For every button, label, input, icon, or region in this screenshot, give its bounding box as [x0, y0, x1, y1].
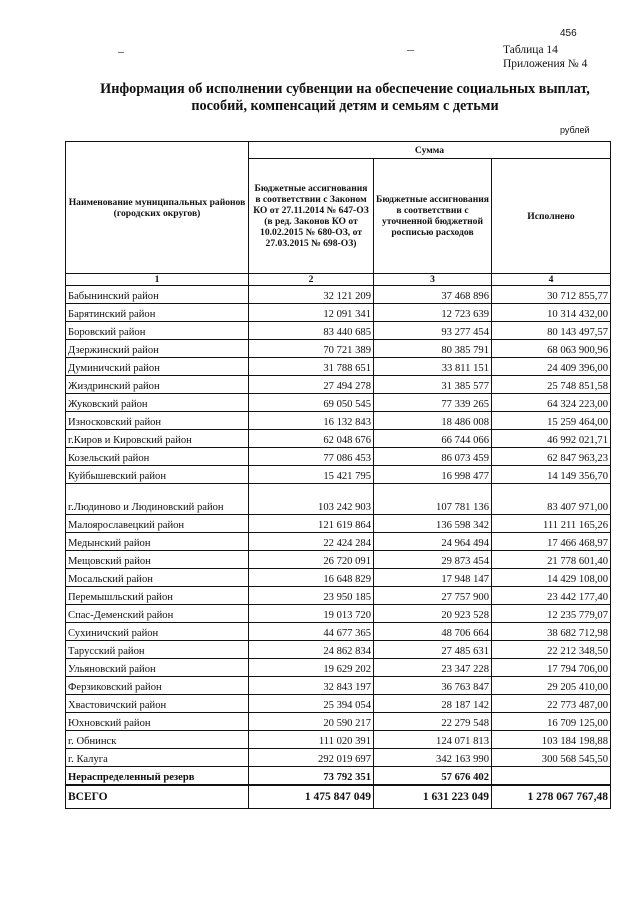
executed-amount: 15 259 464,00: [492, 412, 611, 430]
executed-amount: 62 847 963,23: [492, 448, 611, 466]
approved-amount: 292 019 697: [249, 749, 374, 767]
column-header-approved: Бюджетные ассигнования в соответствии с Законом КО от 27.11.2014 № 647-ОЗ (в ред. Законов КО от 10.02.2015 № 680-ОЗ, от 27.03.2015 № 698-ОЗ): [249, 159, 374, 274]
district-name: г.Киров и Кировский район: [66, 430, 249, 448]
approved-amount: 32 121 209: [249, 286, 374, 304]
document-title: [60, 81, 630, 115]
table-row: [66, 677, 611, 695]
approved-amount: 24 862 834: [249, 641, 374, 659]
executed-amount: 22 773 487,00: [492, 695, 611, 713]
table-row: [66, 713, 611, 731]
table-body: [66, 274, 611, 809]
table-row: [66, 569, 611, 587]
executed-amount: 300 568 545,50: [492, 749, 611, 767]
table-row: [66, 430, 611, 448]
executed-amount: 14 149 356,70: [492, 466, 611, 484]
refined-amount: 23 347 228: [374, 659, 492, 677]
district-name: Спас-Деменский район: [66, 605, 249, 623]
executed-amount: 16 709 125,00: [492, 713, 611, 731]
district-name: Нераспределенный резерв: [66, 767, 249, 786]
approved-amount: 16 648 829: [249, 569, 374, 587]
table-row: [66, 322, 611, 340]
table-row: [66, 695, 611, 713]
refined-amount: 86 073 459: [374, 448, 492, 466]
district-name: Ферзиковский район: [66, 677, 249, 695]
column-number-row: [66, 274, 611, 286]
refined-amount: 342 163 990: [374, 749, 492, 767]
table-row: [66, 394, 611, 412]
refined-amount: 12 723 639: [374, 304, 492, 322]
district-name: Козельский район: [66, 448, 249, 466]
scan-mark-left: [118, 52, 124, 53]
approved-amount: 83 440 685: [249, 322, 374, 340]
executed-amount: 10 314 432,00: [492, 304, 611, 322]
table-row: [66, 340, 611, 358]
column-header-refined: Бюджетные ассигнования в соответствии с уточненной бюджетной росписью расходов: [374, 159, 492, 274]
approved-amount: 31 788 651: [249, 358, 374, 376]
table-row: [66, 533, 611, 551]
executed-amount: 80 143 497,57: [492, 322, 611, 340]
table-label: Таблица 14: [503, 44, 558, 56]
refined-amount: 29 873 454: [374, 551, 492, 569]
table-row: [66, 358, 611, 376]
district-name: Тарусский район: [66, 641, 249, 659]
refined-amount: 93 277 454: [374, 322, 492, 340]
title-line-2: пособий, компенсаций детям и семьям с детьми: [191, 98, 499, 114]
refined-amount: 33 811 151: [374, 358, 492, 376]
table-row: [66, 587, 611, 605]
table-row: [66, 605, 611, 623]
column-number: 2: [249, 274, 374, 286]
refined-amount: 18 486 008: [374, 412, 492, 430]
refined-amount: 36 763 847: [374, 677, 492, 695]
column-number: 4: [492, 274, 611, 286]
executed-amount: 46 992 021,71: [492, 430, 611, 448]
table-row: [66, 484, 611, 515]
table-row: [66, 466, 611, 484]
subvention-table: [65, 141, 611, 809]
approved-amount: 1 475 847 049: [249, 785, 374, 809]
district-name: г. Калуга: [66, 749, 249, 767]
table-row: [66, 623, 611, 641]
approved-amount: 73 792 351: [249, 767, 374, 786]
approved-amount: 22 424 284: [249, 533, 374, 551]
refined-amount: 16 998 477: [374, 466, 492, 484]
table-row: [66, 304, 611, 322]
scan-mark-right: [407, 50, 414, 51]
executed-amount: 83 407 971,00: [492, 484, 611, 515]
executed-amount: 17 794 706,00: [492, 659, 611, 677]
refined-amount: 1 631 223 049: [374, 785, 492, 809]
approved-amount: 111 020 391: [249, 731, 374, 749]
executed-amount: [492, 767, 611, 786]
refined-amount: 124 071 813: [374, 731, 492, 749]
executed-amount: 30 712 855,77: [492, 286, 611, 304]
total-row: [66, 785, 611, 809]
refined-amount: 24 964 494: [374, 533, 492, 551]
approved-amount: 19 629 202: [249, 659, 374, 677]
refined-amount: 48 706 664: [374, 623, 492, 641]
district-name: Ульяновский район: [66, 659, 249, 677]
executed-amount: 68 063 900,96: [492, 340, 611, 358]
approved-amount: 70 721 389: [249, 340, 374, 358]
executed-amount: 38 682 712,98: [492, 623, 611, 641]
approved-amount: 103 242 903: [249, 484, 374, 515]
reserve-row: [66, 767, 611, 786]
refined-amount: 136 598 342: [374, 515, 492, 533]
district-name: Жиздринский район: [66, 376, 249, 394]
refined-amount: 22 279 548: [374, 713, 492, 731]
appendix-label: Приложения № 4: [503, 58, 588, 70]
approved-amount: 44 677 365: [249, 623, 374, 641]
executed-amount: 23 442 177,40: [492, 587, 611, 605]
refined-amount: 77 339 265: [374, 394, 492, 412]
approved-amount: 62 048 676: [249, 430, 374, 448]
approved-amount: 16 132 843: [249, 412, 374, 430]
refined-amount: 20 923 528: [374, 605, 492, 623]
district-name: Барятинский район: [66, 304, 249, 322]
executed-amount: 17 466 468,97: [492, 533, 611, 551]
column-header-sum: Сумма: [249, 142, 611, 159]
approved-amount: 19 013 720: [249, 605, 374, 623]
approved-amount: 23 950 185: [249, 587, 374, 605]
table-row: [66, 448, 611, 466]
district-name: Куйбышевский район: [66, 466, 249, 484]
district-name: Медынский район: [66, 533, 249, 551]
district-name: Думиничский район: [66, 358, 249, 376]
approved-amount: 20 590 217: [249, 713, 374, 731]
executed-amount: 12 235 779,07: [492, 605, 611, 623]
district-name: г.Людиново и Людиновский район: [66, 484, 249, 515]
table-row: [66, 515, 611, 533]
refined-amount: 17 948 147: [374, 569, 492, 587]
column-header-executed: Исполнено: [492, 159, 611, 274]
column-header-district: Наименование муниципальных районов (городских округов): [66, 142, 249, 274]
approved-amount: 121 619 864: [249, 515, 374, 533]
units-label: рублей: [560, 125, 590, 135]
executed-amount: 14 429 108,00: [492, 569, 611, 587]
table-row: [66, 731, 611, 749]
refined-amount: 66 744 066: [374, 430, 492, 448]
table-row: [66, 659, 611, 677]
approved-amount: 32 843 197: [249, 677, 374, 695]
table-row: [66, 551, 611, 569]
district-name: Перемышльский район: [66, 587, 249, 605]
table-row: [66, 641, 611, 659]
district-name: Бабынинский район: [66, 286, 249, 304]
executed-amount: 22 212 348,50: [492, 641, 611, 659]
approved-amount: 12 091 341: [249, 304, 374, 322]
district-name: Боровский район: [66, 322, 249, 340]
district-name: ВСЕГО: [66, 785, 249, 809]
refined-amount: 31 385 577: [374, 376, 492, 394]
refined-amount: 107 781 136: [374, 484, 492, 515]
executed-amount: 103 184 198,88: [492, 731, 611, 749]
district-name: Износковский район: [66, 412, 249, 430]
refined-amount: 28 187 142: [374, 695, 492, 713]
district-name: Мосальский район: [66, 569, 249, 587]
district-name: Жуковский район: [66, 394, 249, 412]
executed-amount: 24 409 396,00: [492, 358, 611, 376]
table-row: [66, 412, 611, 430]
district-name: Хвастовичский район: [66, 695, 249, 713]
table-row: [66, 376, 611, 394]
executed-amount: 111 211 165,26: [492, 515, 611, 533]
title-line-1: Информация об исполнении субвенции на обеспечение социальных выплат,: [100, 81, 590, 97]
district-name: Мещовский район: [66, 551, 249, 569]
refined-amount: 57 676 402: [374, 767, 492, 786]
district-name: г. Обнинск: [66, 731, 249, 749]
approved-amount: 69 050 545: [249, 394, 374, 412]
table-row: [66, 286, 611, 304]
district-name: Дзержинский район: [66, 340, 249, 358]
approved-amount: 26 720 091: [249, 551, 374, 569]
district-name: Малоярославецкий район: [66, 515, 249, 533]
executed-amount: 64 324 223,00: [492, 394, 611, 412]
approved-amount: 27 494 278: [249, 376, 374, 394]
page-number: 456: [560, 28, 577, 39]
executed-amount: 29 205 410,00: [492, 677, 611, 695]
refined-amount: 27 485 631: [374, 641, 492, 659]
executed-amount: 21 778 601,40: [492, 551, 611, 569]
approved-amount: 77 086 453: [249, 448, 374, 466]
executed-amount: 1 278 067 767,48: [492, 785, 611, 809]
approved-amount: 25 394 054: [249, 695, 374, 713]
refined-amount: 80 385 791: [374, 340, 492, 358]
refined-amount: 27 757 900: [374, 587, 492, 605]
approved-amount: 15 421 795: [249, 466, 374, 484]
district-name: Сухиничский район: [66, 623, 249, 641]
district-name: Юхновский район: [66, 713, 249, 731]
table-row: [66, 749, 611, 767]
executed-amount: 25 748 851,58: [492, 376, 611, 394]
column-number: 3: [374, 274, 492, 286]
refined-amount: 37 468 896: [374, 286, 492, 304]
column-number: 1: [66, 274, 249, 286]
